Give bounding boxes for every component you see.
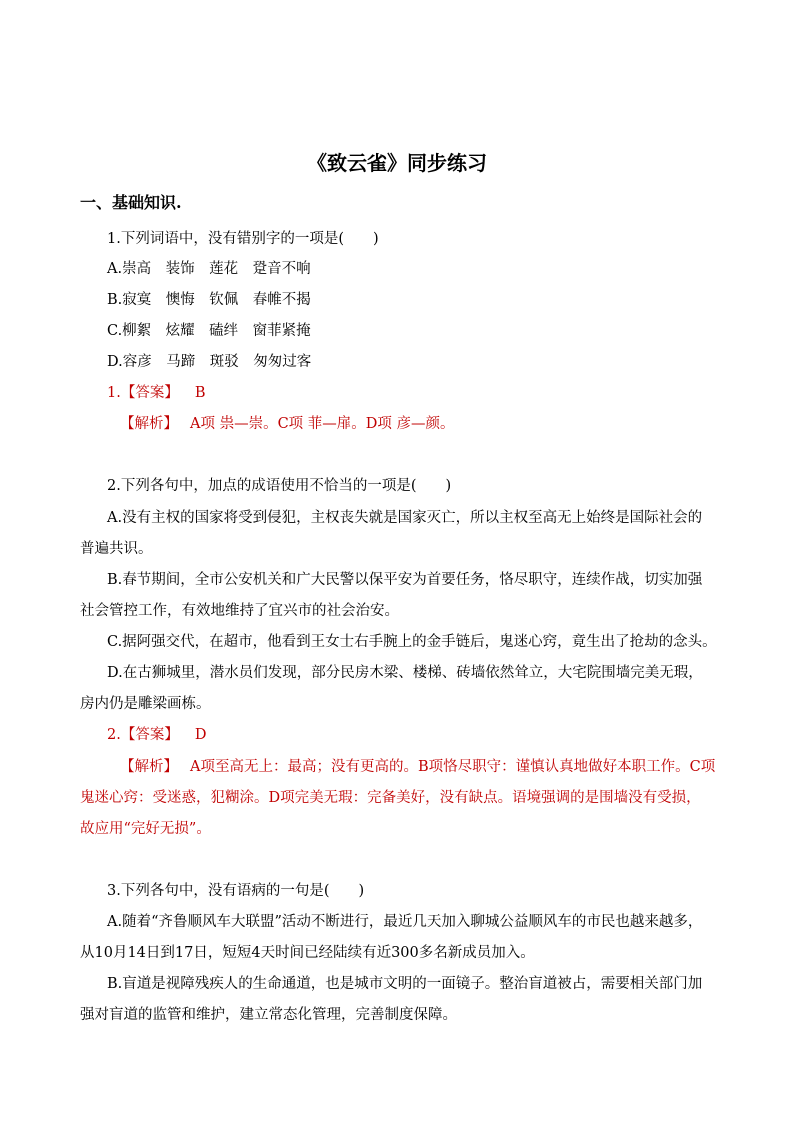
analysis-text: A项至高无上：最高；没有更高的。B项恪尽职守：谨慎认真地做好本职工作。C项 [190, 759, 716, 775]
page-title: 《致云雀》同步练习 [307, 151, 487, 175]
answer-value: B [194, 385, 206, 401]
question-3-option-b: B.盲道是视障残疾人的生命通道，也是城市文明的一面镜子。整治盲道被占，需要相关部门加 [107, 976, 703, 992]
question-2-analysis [120, 756, 715, 778]
question-1-answer [107, 382, 206, 404]
answer-label: 2.【答案】 [107, 727, 179, 743]
question-2-option-a: A.没有主权的国家将受到侵犯，主权丧失就是国家灭亡，所以主权至高无上始终是国际社会的 [107, 510, 703, 526]
question-1-analysis [120, 413, 455, 435]
question-3-stem: 3.下列各句中，没有语病的一句是( ) [107, 883, 365, 899]
analysis-text: A项 祟—崇。C项 菲—扉。D项 彦—颜。 [190, 416, 455, 432]
question-3-option-b-cont: 强对盲道的监管和维护，建立常态化管理，完善制度保障。 [80, 1007, 457, 1023]
question-1-option-b: B.寂寞 懊悔 钦佩 春帷不揭 [107, 292, 311, 308]
question-1-option-a: A.崇高 装饰 莲花 跫音不响 [107, 261, 311, 277]
question-2-option-b: B.春节期间，全市公安机关和广大民警以保平安为首要任务，恪尽职守，连续作战，切实加强 [107, 572, 703, 588]
question-2-option-d-cont: 房内仍是雕梁画栋。 [80, 696, 211, 712]
question-2-answer [107, 724, 206, 746]
question-3-option-a: A.随着“齐鲁顺风车大联盟”活动不断进行，最近几天加入聊城公益顺风车的市民也越来越多， [107, 914, 703, 930]
question-2-analysis-cont-2: 故应用“完好无损”。 [80, 821, 211, 837]
question-1-stem: 1.下列词语中，没有错别字的一项是( ) [107, 231, 379, 247]
answer-label: 1.【答案】 [107, 385, 179, 401]
question-1-option-c: C.柳絮 炫耀 磕绊 窗菲紧掩 [107, 323, 311, 339]
question-2-option-d: D.在古狮城里，潜水员们发现，部分民房木梁、楼梯、砖墙依然耸立，大宅院围墙完美无瑕， [107, 665, 703, 681]
question-3-option-a-cont: 从10月14日到17日，短短4天时间已经陆续有近300多名新成员加入。 [80, 945, 535, 961]
question-2-option-c: C.据阿强交代，在超市，他看到王女士右手腕上的金手链后，鬼迷心窍，竟生出了抢劫的念头。 [107, 634, 717, 650]
question-2-analysis-cont-1: 鬼迷心窍：受迷惑，犯糊涂。D项完美无瑕：完备美好，没有缺点。语境强调的是围墙没有受损， [80, 790, 701, 806]
section-heading: 一、基础知识. [80, 193, 182, 212]
question-2-stem: 2.下列各句中，加点的成语使用不恰当的一项是( ) [107, 478, 452, 494]
answer-value: D [194, 727, 207, 743]
analysis-label: 【解析】 [120, 759, 178, 775]
question-2-option-a-cont: 普遍共识。 [80, 541, 153, 557]
question-1-option-d: D.容彦 马蹄 斑驳 匆匆过客 [107, 354, 312, 370]
analysis-label: 【解析】 [120, 416, 178, 432]
question-2-option-b-cont: 社会管控工作，有效地维持了宜兴市的社会治安。 [80, 603, 399, 619]
